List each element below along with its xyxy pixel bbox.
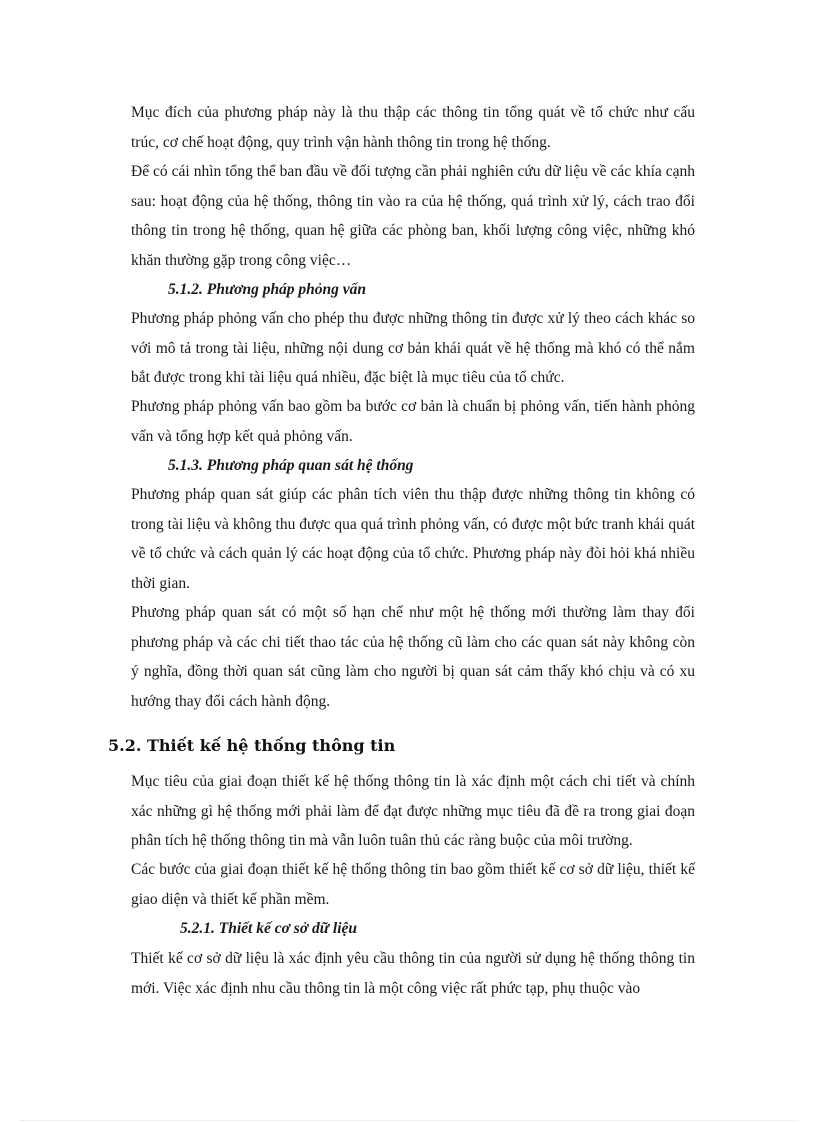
paragraph-design-goal: Mục tiêu của giai đoạn thiết kế hệ thống thông tin là xác định một cách chi tiết và chính xác những gì hệ thống mới phải làm để đạt được những mục tiêu đã đề ra trong giai đoạn phân tích hệ thống thông tin mà vẫn luôn tuân thủ các ràng buộc của môi trường. bbox=[131, 773, 695, 849]
heading-5-2-1: 5.2.1. Thiết kế cơ sở dữ liệu bbox=[180, 920, 358, 937]
heading-5-1-3: 5.1.3. Phương pháp quan sát hệ thống bbox=[168, 457, 414, 474]
paragraph-purpose: Mục đích của phương pháp này là thu thập các thông tin tổng quát về tổ chức như cấu trúc, cơ chế hoạt động, quy trình vận hành thông tin trong hệ thống. bbox=[131, 104, 695, 151]
paragraph-observation-method: Phương pháp quan sát giúp các phân tích viên thu thập được những thông tin không có trong tài liệu và không thu được qua quá trình phỏng vấn, có được một bức tranh khái quát về tổ chức và cách quản lý các hoạt động của tổ chức. Phương pháp này đòi hỏi khá nhiều thời gian. bbox=[131, 486, 695, 592]
paragraph-overview: Để có cái nhìn tổng thể ban đầu về đối tượng cần phải nghiên cứu dữ liệu về các khía cạnh sau: hoạt động của hệ thống, thông tin vào ra của hệ thống, quá trình xử lý, cách trao đổi thông tin trong hệ thống, quan hệ giữa các phòng ban, khối lượng công việc, những khó khăn thường gặp trong công việc… bbox=[131, 163, 695, 269]
page-bottom-divider bbox=[20, 1120, 796, 1121]
paragraph-observation-limits: Phương pháp quan sát có một số hạn chế như một hệ thống mới thường làm thay đổi phương pháp và các chi tiết thao tác của hệ thống cũ làm cho các quan sát này không còn ý nghĩa, đồng thời quan sát cũng làm cho người bị quan sát cảm thấy khó chịu và có xu hướng thay đổi cách hành động. bbox=[131, 604, 695, 710]
heading-5-2: 5.2. Thiết kế hệ thống thông tin bbox=[108, 736, 396, 755]
paragraph-design-steps: Các bước của giai đoạn thiết kế hệ thống thông tin bao gồm thiết kế cơ sở dữ liệu, thiết kế giao diện và thiết kế phần mềm. bbox=[131, 861, 695, 908]
paragraph-interview-steps: Phương pháp phỏng vấn bao gồm ba bước cơ bản là chuẩn bị phỏng vấn, tiến hành phỏng vấn và tổng hợp kết quả phỏng vấn. bbox=[131, 398, 695, 445]
paragraph-database-design: Thiết kế cơ sở dữ liệu là xác định yêu cầu thông tin của người sử dụng hệ thống thông tin mới. Việc xác định nhu cầu thông tin là một công việc rất phức tạp, phụ thuộc vào bbox=[131, 950, 695, 997]
heading-5-1-2: 5.1.2. Phương pháp phỏng vấn bbox=[168, 281, 367, 298]
paragraph-interview-method: Phương pháp phỏng vấn cho phép thu được những thông tin được xử lý theo cách khác so với mô tả trong tài liệu, những nội dung cơ bản khái quát về hệ thống mà khó có thể nắm bắt được trong khi tài liệu quá nhiều, đặc biệt là mục tiêu của tổ chức. bbox=[131, 310, 695, 386]
